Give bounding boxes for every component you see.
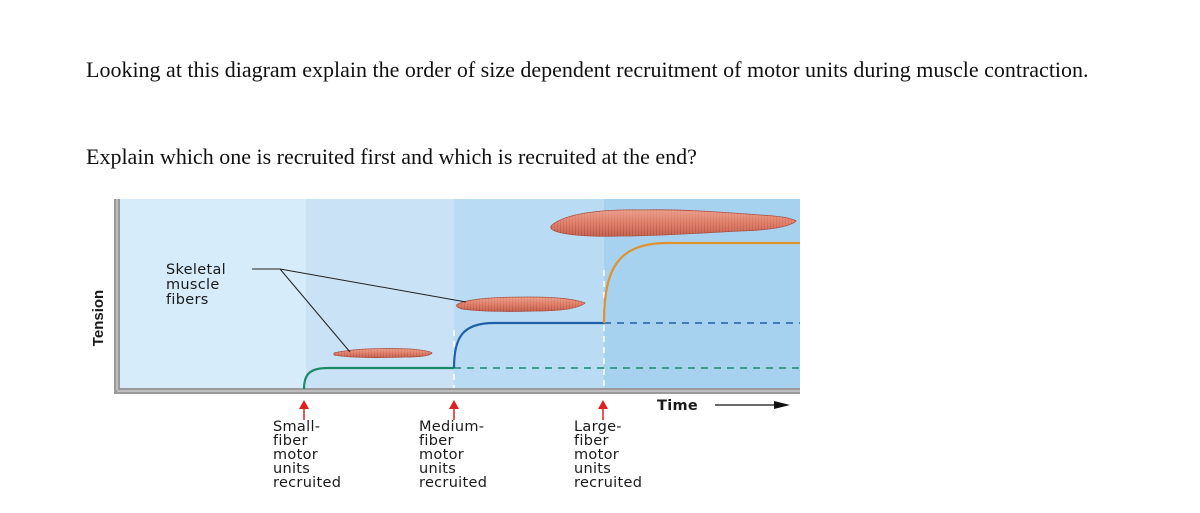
- time-arrow-head: [774, 401, 790, 409]
- fiber-label-line: muscle: [166, 277, 220, 293]
- stage-label-line: fiber: [419, 433, 454, 449]
- fiber-label-line: Skeletal: [166, 262, 226, 278]
- band-2: [306, 199, 454, 390]
- stage-label-line: motor: [419, 447, 465, 463]
- stage-label-line: motor: [574, 447, 620, 463]
- recruit-arrow-large: [598, 400, 608, 420]
- recruit-arrow-medium: [449, 400, 459, 420]
- recruit-arrow-small: [299, 400, 309, 420]
- question-line-1: Looking at this diagram explain the order of size dependent recruitment of motor units during muscle contraction.: [86, 57, 1089, 82]
- stage-label-line: units: [273, 461, 311, 477]
- stage-label-line: Large-: [574, 419, 622, 435]
- stage-label-line: fiber: [574, 433, 609, 449]
- band-1: [118, 199, 306, 390]
- fiber-label-line: fibers: [166, 292, 209, 308]
- x-axis-label: Time: [657, 398, 699, 414]
- stage-label-line: recruited: [419, 475, 488, 491]
- stage-label-line: Medium-: [419, 419, 485, 435]
- stage-label-line: units: [574, 461, 612, 477]
- stage-label-line: motor: [273, 447, 319, 463]
- stage-label-small: [273, 419, 341, 491]
- stage-label-line: units: [419, 461, 457, 477]
- stage-label-large: [574, 419, 642, 491]
- stage-label-line: fiber: [273, 433, 308, 449]
- question-line-2: Explain which one is recruited first and which is recruited at the end?: [86, 144, 697, 169]
- stage-label-line: recruited: [273, 475, 342, 491]
- stage-label-medium: [419, 419, 489, 491]
- y-axis-label: Tension: [90, 289, 107, 347]
- stage-label-line: recruited: [574, 475, 643, 491]
- stage-label-line: Small-: [273, 419, 321, 435]
